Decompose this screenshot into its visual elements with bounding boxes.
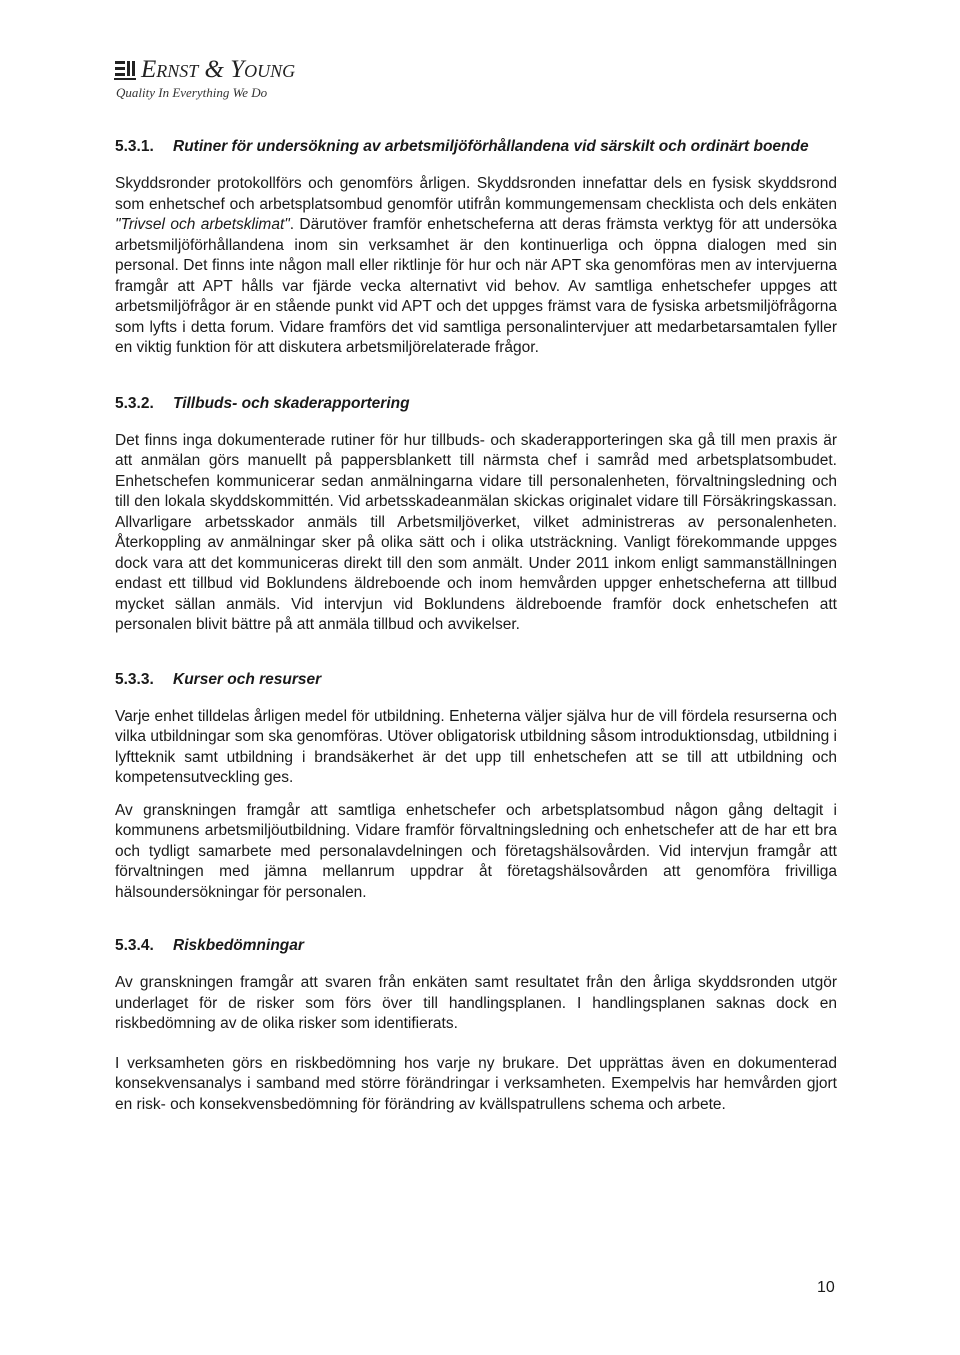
paragraph-text: . Därutöver framför enhetscheferna att deras främsta verktyg för att undersöka arbetsmiljöförhållandena inom sin verksamhet är den kontinuerliga och öppna dialogen med sin personal. Det finns inte någon mall eller riktlinje för hur och när APT ska genomföras men av intervjuerna framgår att APT hålls var fjärde vecka alternativt vid behov. Av samtliga enhetschefer uppges att arbetsmiljöfrågor är en stående punkt vid APT och det uppges främst vara de fysiska arbetsmiljöfrågorna som lyfts i detta forum. Vidare framförs det vid samtliga personalintervjuer att medarbetarsamtalen fyller en viktig funktion för att diskutera arbetsmiljörelaterade frågor. — [115, 216, 838, 356]
section-heading — [115, 393, 837, 414]
paragraph-italic-text: "Trivsel och arbetsklimat" — [115, 216, 290, 233]
paragraph: Av granskningen framgår att samtliga enhetschefer och arbetsplatsombud någon gång deltagit i kommunens arbetsmiljöutbildning. Vidare framför förvaltningsledning och enhetschefer att de har ett bra och tydligt samarbete med personalavdelningen och företagshälsovården. Vid intervjun framgår att förvaltningen med jämna mellanrum uppdrar åt företagshälsovården att genomföra frivilliga hälsoundersökningar för personalen. — [115, 801, 837, 901]
paragraph — [115, 174, 837, 359]
paragraph-text: Skyddsronder protokollförs och genomförs årligen. Skyddsronden innefattar dels en fysisk skyddsrond som enhetschef och arbetsplatsombud genomför utifrån kommungemensam checklista och dels enkäten — [115, 175, 837, 213]
paragraph: I verksamheten görs en riskbedömning hos varje ny brukare. Det upprättas även en dokumenterad konsekvensanalys i samband med större förändringar i verksamheten. Exempelvis har hemvården gjort en risk- och konsekvensbedömning för förändring av kvällspatrullens schema och arbete. — [115, 1054, 837, 1113]
section-title: Rutiner för undersökning av arbetsmiljöförhållandena vid särskilt och ordinärt boende — [173, 138, 809, 155]
logo-tagline: Quality In Everything We Do — [116, 85, 268, 100]
logo-name: Ernst & Young — [141, 56, 296, 83]
section-title: Tillbuds- och skaderapportering — [173, 394, 410, 412]
section-title: Kurser och resurser — [173, 670, 322, 688]
section-heading — [115, 935, 837, 956]
document-body — [115, 136, 837, 1115]
paragraph: Varje enhet tilldelas årligen medel för utbildning. Enheterna väljer själva hur de vill fördela resurserna och vilka utbildningar som ska genomföras. Utöver obligatorisk utbildning såsom introduktionsdag, utbildning i lyftteknik samt utbildning i brandsäkerhet är det upp till enhetschefen att se till att utbildning och kompetensutveckling ges. — [115, 707, 837, 786]
section-number: 5.3.4. — [115, 937, 154, 954]
section-number: 5.3.3. — [115, 670, 154, 688]
page-number: 10 — [817, 1279, 835, 1296]
paragraph: Det finns inga dokumenterade rutiner för hur tillbuds- och skaderapporteringen ska gå till men praxis är att anmälan görs manuellt på pappersblankett till närmsta chef i samråd med arbetsplatsombudet. Enhetschefen kommunicerar sedan anmälningarna vidare till personalenheten, förvaltningsledning och till den lokala skyddskommittén. Vid arbetsskadeanmälan skickas originalet vidare till Försäkringskassan. Allvarligare arbetsskador anmäls till Arbetsmiljöverket, vilket administreras av personalenheten. Återkoppling av anmälningar sker på olika sätt och i olika utsträckning. Vanligt förekommande uppges dock vara att det kommuniceras direkt till den som anmält. Under 2011 inkom enligt sammanställningen endast ett tillbud vid Boklundens äldreboende och inom hemvården uppger enhetscheferna att tillbud mycket sällan anmäls. Vid intervjun vid Boklundens äldreboende framför dock enhetschefen att personalen blivit bättre på att anmäla tillbud och avvikelser. — [115, 431, 837, 633]
company-logo — [113, 56, 295, 101]
section-number: 5.3.1. — [115, 138, 154, 155]
section-number: 5.3.2. — [115, 394, 154, 412]
section-title: Riskbedömningar — [173, 937, 304, 954]
paragraph: Av granskningen framgår att svaren från enkäten samt resultatet från den årliga skyddsronden utgör underlaget för de risker som förs över till handlingsplanen. I handlingsplanen saknas dock en riskbedömning av de olika risker som identifierats. — [115, 974, 837, 1032]
ey-logo-mark-icon — [113, 58, 139, 82]
section-heading — [115, 136, 837, 157]
section-heading — [115, 669, 837, 690]
